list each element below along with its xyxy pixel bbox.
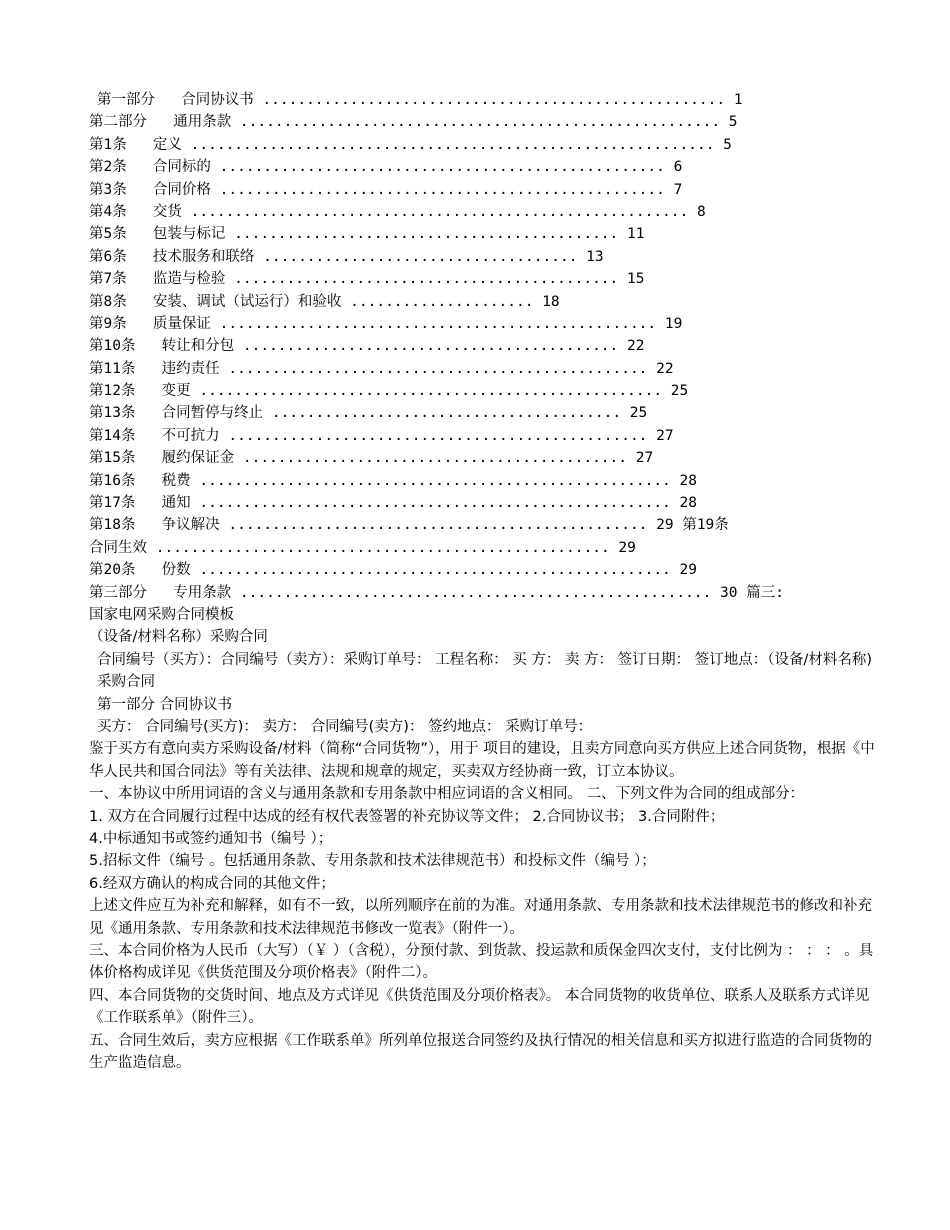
toc-line: 第3条 合同价格 ................................................... 7 [89,181,683,198]
toc-line: 第6条 技术服务和联络 .................................... 13 [89,248,604,265]
toc-line: 第11条 违约责任 ................................................ 22 [89,360,674,377]
list-item: 4.中标通知书或签约通知书（编号 ）； [89,831,333,848]
toc-line: 第9条 质量保证 .................................................. 19 [89,315,683,332]
paragraph: 三、本合同价格为人民币（大写）（￥ ）（含税），分预付款、到货款、投运款和质保金四次支付，支付比例为 ： ： ： 。具体价格构成详见《供货范围及分项价格表》（附件二）。 [89,943,874,982]
toc-line: 第2条 合同标的 ................................................... 6 [89,159,683,176]
toc-line: 第14条 不可抗力 ................................................ 27 [89,427,674,444]
paragraph: 一、本协议中所用词语的含义与通用条款和专用条款中相应词语的含义相同。 二、下列文件为合同的组成部分： [89,786,805,803]
list-item: 1. 双方在合同履行过程中达成的经有权代表签署的补充协议等文件； 2.合同协议书； 3.合同附件； [89,808,725,825]
toc-line: 第20条 份数 ...................................................... 29 [89,562,697,579]
toc-line: 第一部分 合同协议书 ..................................................... 1 [97,92,743,108]
toc-line: 第4条 交货 ......................................................... 8 [89,203,706,220]
toc-line: 第15条 履约保证金 ............................................ 27 [89,450,654,467]
toc-line: 第三部分 专用条款 ...................................................... 30 篇三: [89,584,784,601]
party-fields: 买方： 合同编号(买方)： 卖方： 合同编号(卖方)： 签约地点： 采购订单号： [97,719,593,736]
paragraph: 上述文件应互为补充和解释，如有不一致，以所列顺序在前的为准。对通用条款、专用条款和技术法律规范书的修改和补充见《通用条款、专用条款和技术法律规范书修改一览表》（附件一）。 [89,898,872,937]
paragraph: 鉴于买方有意向卖方采购设备/材料（简称“合同货物”），用于 项目的建设，且卖方同意向买方供应上述合同货物，根据《中华人民共和国合同法》等有关法律、法规和规章的规定，买卖双方经协商一致，订立本协议。 [89,741,875,780]
contract-body [89,604,879,1075]
table-of-contents [89,89,879,604]
section-heading: 第一部分 合同协议书 [97,696,233,713]
toc-line: 第13条 合同暂停与终止 ........................................ 25 [89,405,648,422]
toc-line: 第12条 变更 ..................................................... 25 [89,383,689,400]
toc-line: 第18条 争议解决 ................................................ 29 第19条 [89,517,729,534]
list-item: 6.经双方确认的构成合同的其他文件； [89,875,335,892]
document-page [89,89,879,1075]
toc-line: 第17条 通知 ...................................................... 28 [89,495,697,512]
paragraph: 五、合同生效后，卖方应根据《工作联系单》所列单位报送合同签约及执行情况的相关信息和买方拟进行监造的合同货物的生产监造信息。 [89,1032,872,1072]
toc-line: 第1条 定义 ............................................................ 5 [89,136,732,153]
toc-line: 第5条 包装与标记 ............................................ 11 [89,226,645,243]
toc-line: 第7条 监造与检验 ............................................ 15 [89,271,645,288]
toc-line: 第二部分 通用条款 ....................................................... 5 [89,114,738,131]
paragraph: 四、本合同货物的交货时间、地点及方式详见《供货范围及分项价格表》。 本合同货物的收货单位、联系人及联系方式详见《工作联系单》（附件三）。 [89,987,870,1027]
document-title: 国家电网采购合同模板 [89,606,234,623]
toc-line: 第10条 转让和分包 ........................................... 22 [89,338,645,355]
toc-line: 第16条 税费 ...................................................... 28 [89,472,697,489]
toc-line: 第8条 安装、调试（试运行）和验收 ..................... 18 [89,293,560,310]
contract-title: （设备/材料名称）采购合同 [89,629,268,646]
contract-header-fields: 合同编号（买方）：合同编号（卖方）：采购订单号： 工程名称： 买 方： 卖 方： 签订日期： 签订地点：（设备/材料名称)采购合同 [97,651,873,691]
toc-line: 合同生效 .................................................... 29 [89,539,636,556]
list-item: 5.招标文件（编号 。包括通用条款、专用条款和技术法律规范书）和投标文件（编号 ）； [89,853,656,870]
